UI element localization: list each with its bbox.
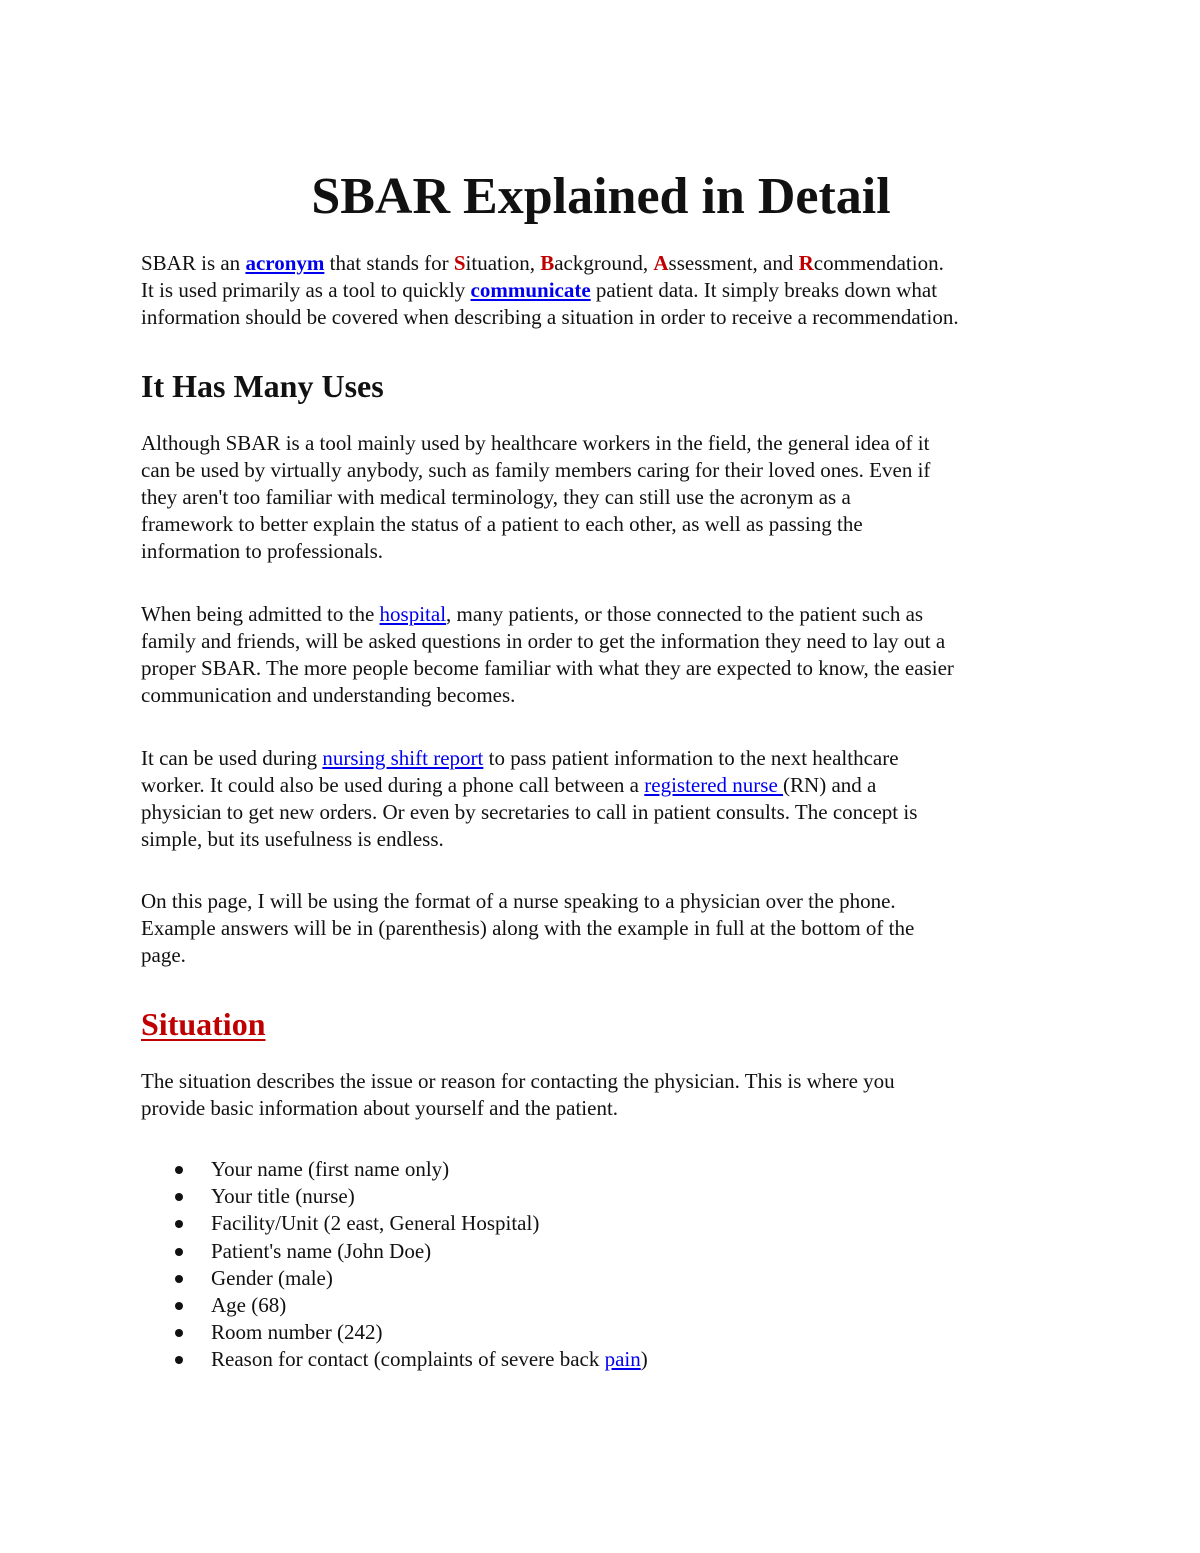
text-line	[141, 772, 1071, 799]
bullet-icon	[175, 1220, 183, 1228]
intro-line-2	[141, 277, 1071, 304]
text: SBAR is an	[141, 251, 246, 275]
text: to pass patient information to the next healthcare	[483, 746, 899, 770]
list-item-text: Gender (male)	[211, 1265, 333, 1290]
bullet-icon	[175, 1248, 183, 1256]
text-line: Although SBAR is a tool mainly used by healthcare workers in the field, the general idea of it	[141, 431, 930, 455]
link-communicate[interactable]: communicate	[470, 278, 591, 302]
letter-a: A	[653, 251, 669, 275]
list-item-text: Facility/Unit (2 east, General Hospital)	[211, 1211, 540, 1236]
page-title: SBAR Explained in Detail	[311, 168, 891, 225]
text-line: Example answers will be in (parenthesis) along with the example in full at the bottom of the	[141, 916, 915, 940]
text-line: they aren't too familiar with medical terminology, they can still use the acronym as a	[141, 485, 851, 509]
text: , many patients, or those connected to the patient such as	[446, 602, 924, 626]
heading-situation: Situation	[141, 1006, 266, 1042]
bullet-icon	[175, 1193, 183, 1201]
list-item	[141, 1319, 648, 1346]
intro-paragraph	[141, 250, 1071, 331]
text: ituation,	[465, 251, 541, 275]
text-line: physician to get new orders. Or even by secretaries to call in patient consults. The concept is	[141, 800, 918, 824]
text: ackground,	[554, 251, 654, 275]
list-item	[141, 1265, 648, 1292]
letter-r: R	[798, 251, 814, 275]
text-line	[141, 601, 1071, 628]
text: that stands for	[324, 251, 454, 275]
text-line: can be used by virtually anybody, such as family members caring for their loved ones. Even if	[141, 458, 931, 482]
link-hospital[interactable]: hospital	[379, 602, 447, 626]
heading-many-uses: It Has Many Uses	[141, 368, 384, 404]
letter-b: B	[540, 251, 555, 275]
text: ssessment, and	[668, 251, 799, 275]
text: commendation.	[813, 251, 944, 275]
bullet-icon	[175, 1275, 183, 1283]
text-line: proper SBAR. The more people become familiar with what they are expected to know, the easier	[141, 656, 954, 680]
link-registered-nurse[interactable]: registered nurse	[644, 773, 784, 797]
bullet-icon	[175, 1329, 183, 1337]
text-line: provide basic information about yourself and the patient.	[141, 1096, 619, 1120]
list-item-text: Your name (first name only)	[211, 1157, 450, 1181]
text-line: The situation describes the issue or reason for contacting the physician. This is where you	[141, 1069, 895, 1093]
text: (RN) and a	[783, 773, 877, 797]
uses-paragraph-2	[141, 601, 1071, 709]
link-pain[interactable]: pain	[604, 1347, 641, 1372]
link-nursing-shift-report[interactable]: nursing shift report	[322, 746, 484, 770]
list-item-text: Room number (242)	[211, 1320, 383, 1345]
text: worker. It could also be used during a phone call between a	[141, 773, 645, 797]
list-item-text: )	[640, 1347, 648, 1372]
text-line: communication and understanding becomes.	[141, 683, 516, 707]
uses-paragraph-4	[141, 888, 1071, 969]
bullet-icon	[175, 1356, 183, 1364]
link-acronym[interactable]: acronym	[245, 251, 325, 275]
list-item-text: Your title (nurse)	[211, 1184, 355, 1209]
list-item	[141, 1346, 648, 1373]
letter-s: S	[453, 251, 466, 275]
text: When being admitted to the	[141, 602, 380, 626]
text-line: framework to better explain the status of a patient to each other, as well as passing the	[141, 512, 863, 536]
list-item	[141, 1238, 648, 1265]
text-line: simple, but its usefulness is endless.	[141, 827, 444, 851]
intro-line-1	[141, 250, 1071, 277]
text-line: On this page, I will be using the format of a nurse speaking to a physician over the phone.	[141, 889, 896, 913]
list-item-text: Age (68)	[211, 1293, 287, 1318]
uses-paragraph-1	[141, 430, 1071, 565]
list-item	[141, 1292, 648, 1319]
text: It is used primarily as a tool to quickly	[141, 278, 471, 302]
situation-paragraph	[141, 1068, 1071, 1122]
list-item	[141, 1156, 648, 1183]
text-line: page.	[141, 943, 186, 967]
intro-line-3: information should be covered when describing a situation in order to receive a recommendation.	[141, 305, 959, 329]
bullet-icon	[175, 1302, 183, 1310]
list-item-text: Reason for contact (complaints of severe back	[211, 1347, 605, 1372]
text: It can be used during	[141, 746, 323, 770]
uses-paragraph-3	[141, 745, 1071, 853]
text-line: information to professionals.	[141, 539, 384, 563]
text-line: family and friends, will be asked questions in order to get the information they need to lay out a	[141, 629, 946, 653]
text: patient data. It simply breaks down what	[590, 278, 938, 302]
bullet-icon	[175, 1166, 183, 1174]
situation-list	[141, 1156, 648, 1374]
text-line	[141, 745, 1071, 772]
list-item	[141, 1210, 648, 1237]
list-item-text: Patient's name (John Doe)	[211, 1238, 432, 1263]
list-item	[141, 1183, 648, 1210]
